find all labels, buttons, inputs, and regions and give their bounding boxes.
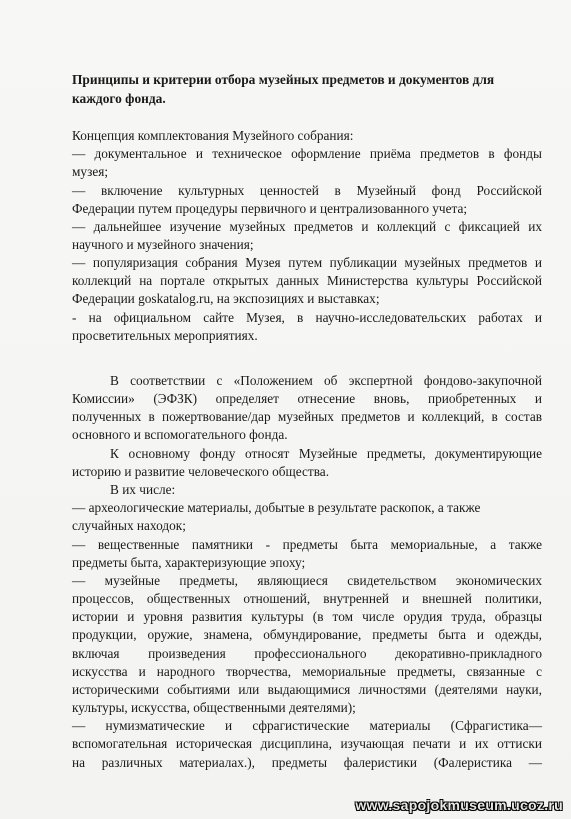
title-line-2: каждого фонда. bbox=[72, 91, 166, 106]
body-line: искусства и народного творчества, мемориальные предметы, связанные с bbox=[72, 664, 542, 679]
body-line: просветительных мероприятиях. bbox=[72, 328, 258, 343]
body-line: — популяризация собрания Музея путем публикации музейных предметов и bbox=[72, 255, 542, 270]
body-line: коллекций на портале открытых данных Министерства культуры Российской bbox=[72, 273, 542, 288]
body-line: — археологические материалы, добытые в результате раскопок, а также bbox=[72, 500, 481, 515]
body-line: - на официальном сайте Музея, в научно-исследовательских работах и bbox=[72, 310, 542, 325]
body-line: Федерации путем процедуры первичного и централизованного учета; bbox=[72, 201, 468, 216]
body-line: Комиссии» (ЭФЗК) определяет отнесение вновь, приобретенных и bbox=[72, 391, 542, 406]
body-line: продукции, оружие, знамена, обмундирование, предметы быта и одежды, bbox=[72, 627, 542, 642]
body-line: вспомогательная историческая дисциплина, изучающая печати и их оттиски bbox=[72, 736, 542, 751]
body-line: на различных материалах.), предметы фалеристики (Фалеристика — bbox=[72, 755, 542, 770]
body-line: историю и развитие человеческого общества. bbox=[72, 464, 330, 479]
body-line: — документальное и техническое оформление приёма предметов в фонды bbox=[72, 146, 542, 161]
title-line-1: Принципы и критерии отбора музейных предметов и документов для bbox=[72, 72, 495, 87]
body-line: В их числе: bbox=[110, 482, 176, 497]
body-line: процессов, общественных отношений, внутренней и внешней политики, bbox=[72, 591, 542, 606]
body-line: Федерации goskatalog.ru, на экспозициях и выставках; bbox=[72, 291, 380, 306]
body-line: предметы быта, характеризующие эпоху; bbox=[72, 555, 306, 570]
body-line: — включение культурных ценностей в Музейный фонд Российской bbox=[72, 183, 542, 198]
body-line: К основному фонду относят Музейные предметы, документирующие bbox=[110, 446, 542, 461]
body-line: культуры, искусства, общественными деятелями); bbox=[72, 700, 356, 715]
body-line: В соответствии с «Положением об экспертной фондово-закупочной bbox=[110, 373, 542, 388]
body-line: музея; bbox=[72, 164, 109, 179]
document-title bbox=[72, 70, 542, 108]
body-line: — вещественные памятники - предметы быта мемориальные, а также bbox=[72, 537, 542, 552]
body-line: историческими событиями или выдающимися личностями (деятелями науки, bbox=[72, 682, 542, 697]
site-watermark: www.sapojokmuseum.ucoz.ru bbox=[355, 797, 563, 813]
body-line: Концепция комплектования Музейного собрания: bbox=[72, 128, 354, 143]
body-line: истории и уровня развития культуры (в том числе орудия труда, образцы bbox=[72, 609, 542, 624]
body-line: — нумизматические и сфрагистические материалы (Сфрагистика— bbox=[72, 718, 542, 733]
body-line: включая произведения профессионального декоративно-прикладного bbox=[72, 646, 542, 661]
body-line: — дальнейшее изучение музейных предметов и коллекций с фиксацией их bbox=[72, 219, 542, 234]
body-line: — музейные предметы, являющиеся свидетельством экономических bbox=[72, 573, 542, 588]
body-line: основного и вспомогательного фонда. bbox=[72, 427, 288, 442]
body-line: полученных в пожертвование/дар музейных предметов и коллекций, в состав bbox=[72, 409, 542, 424]
body-line: научного и музейного значения; bbox=[72, 237, 254, 252]
body-line: случайных находок; bbox=[72, 518, 186, 533]
